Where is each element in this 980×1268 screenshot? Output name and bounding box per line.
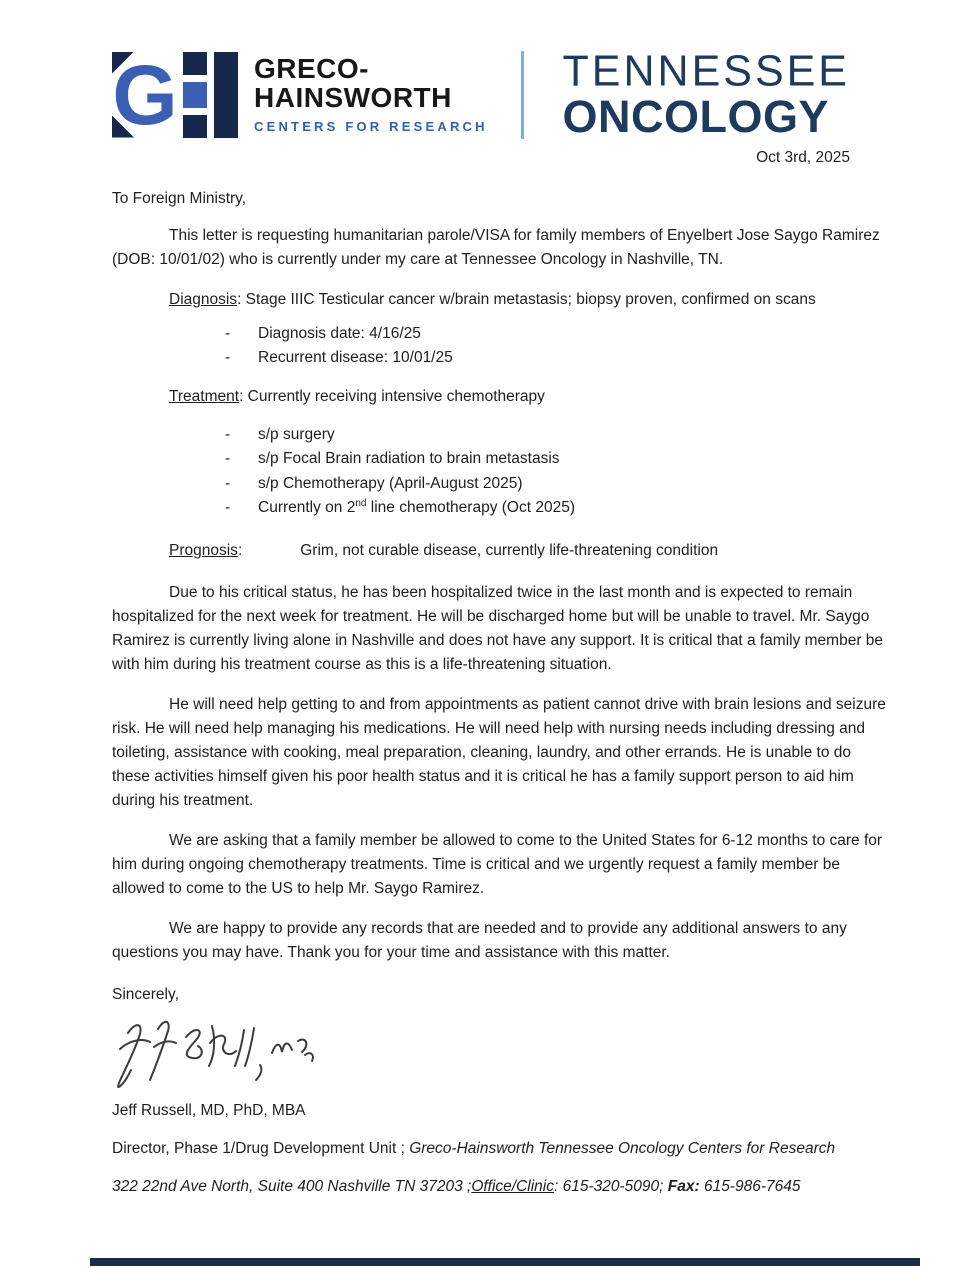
office-clinic-label: Office/Clinic: [471, 1178, 554, 1196]
diagnosis-bullets: [112, 322, 893, 370]
treatment-label: Treatment: [169, 387, 240, 405]
intro-paragraph: This letter is requesting humanitarian parole/VISA for family members of Enyelbert Jose Saygo Ramirez (DOB: 10/01/02) who is currently under my care at Tennessee Oncology in Nashville, TN.: [112, 227, 880, 269]
body-paragraph: We are happy to provide any records that are needed and to provide any additional answers to any questions you may have. Thank you for your time and assistance with this matter.: [112, 920, 847, 962]
page-bottom-bar: [90, 1258, 920, 1266]
diagnosis-line: Diagnosis: Stage IIIC Testicular cancer w/brain metastasis; biopsy proven, confirmed on scans: [169, 290, 816, 308]
bullet-dash: -: [225, 324, 231, 342]
treatment-text: Currently receiving intensive chemotherapy: [243, 387, 545, 405]
closing-salutation: Sincerely,: [112, 986, 179, 1004]
organization-name: Greco-Hainsworth Tennessee Oncology Centers for Research: [409, 1140, 836, 1158]
bullet-dash: -: [225, 474, 231, 492]
list-item: - Currently on 2nd line chemotherapy (Oct 2025): [225, 496, 893, 520]
gh-logo-name: [254, 52, 488, 135]
diagnosis-text: Stage IIIC Testicular cancer w/brain metastasis; biopsy proven, confirmed on scans: [241, 290, 816, 308]
gh-monogram-h-left-stem: [183, 52, 207, 138]
signer-title: Director, Phase 1/Drug Development Unit ; Greco-Hainsworth Tennessee Oncology Centers for Research: [112, 1140, 836, 1158]
bullet-dash: -: [225, 499, 231, 517]
list-item: - s/p Chemotherapy (April-August 2025): [225, 472, 893, 496]
logo-row: [112, 46, 850, 142]
letterhead: [112, 46, 850, 167]
letter-body: [112, 187, 893, 1199]
gh-name-line2: HAINSWORTH: [254, 81, 452, 113]
list-item: - s/p surgery: [225, 423, 893, 447]
gh-monogram-icon: [112, 52, 238, 138]
treatment-bullets: [112, 423, 893, 521]
letter-date: Oct 3rd, 2025: [756, 149, 850, 166]
diagnosis-label: Diagnosis: [169, 290, 238, 308]
prognosis-text: Grim, not curable disease, currently life-threatening condition: [300, 542, 719, 560]
tennessee-oncology-logo: [562, 46, 850, 142]
street-address: 322 22nd Ave North, Suite 400 Nashville TN 37203 ;: [112, 1178, 472, 1196]
list-item: - Diagnosis date: 4/16/25: [225, 322, 893, 346]
gh-monogram-g: [112, 52, 176, 138]
greco-hainsworth-logo: [112, 52, 488, 138]
bullet-dash: -: [225, 450, 231, 468]
gh-tagline: CENTERS FOR RESEARCH: [254, 119, 488, 135]
tn-logo-line2: ONCOLOGY: [562, 91, 830, 142]
address-line: [112, 1175, 893, 1199]
fax-label: Fax:: [667, 1178, 700, 1196]
superscript-ordinal: nd: [355, 498, 367, 509]
gh-monogram-h: [183, 52, 238, 138]
prognosis-line: Prognosis: Grim, not curable disease, currently life-threatening condition: [169, 542, 719, 560]
logo-divider: [521, 51, 524, 139]
bullet-dash: -: [225, 425, 231, 443]
prognosis-label: Prognosis: [169, 542, 238, 560]
gh-name-line1: GRECO-: [254, 52, 369, 84]
treatment-line: Treatment: Currently receiving intensive chemotherapy: [169, 387, 545, 405]
body-paragraph: We are asking that a family member be allowed to come to the United States for 6-12 months to care for him during ongoing chemotherapy treatments. Time is critical and we urgently request a family member be allowed to come to the US to help Mr. Saygo Ramirez.: [112, 832, 883, 898]
body-paragraph: Due to his critical status, he has been hospitalized twice in the last month and is expected to remain hospitalized for the next week for treatment. He will be discharged home but will be unable to travel. Mr. Saygo Ramirez is currently living alone in Nashville and does not have any support. It is critical that a family member be with him during his treatment course as this is a life-threatening situation.: [112, 584, 884, 674]
gh-monogram-h-right-stem: [214, 52, 238, 138]
office-phone: : 615-320-5090;: [554, 1178, 668, 1196]
list-item: - s/p Focal Brain radiation to brain metastasis: [225, 447, 893, 471]
list-item: - Recurrent disease: 10/01/25: [225, 346, 893, 370]
signature-image: [112, 1013, 893, 1091]
fax-number: 615-986-7645: [699, 1178, 801, 1196]
tn-logo-line1: TENNESSEE: [562, 46, 850, 96]
salutation: To Foreign Ministry,: [112, 190, 247, 207]
gh-monogram-g-letter: G: [112, 51, 176, 138]
signer-name: Jeff Russell, MD, PhD, MBA: [112, 1102, 306, 1120]
body-paragraph: He will need help getting to and from appointments as patient cannot drive with brain lesions and seizure risk. He will need help managing his medications. He will need help with nursing needs including dressing and toileting, assistance with cooking, meal preparation, cleaning, laundry, and other errands. He is unable to do these activities himself given his poor health status and it is critical he has a family support person to aid him during his treatment.: [112, 696, 886, 810]
bullet-dash: -: [225, 348, 231, 366]
